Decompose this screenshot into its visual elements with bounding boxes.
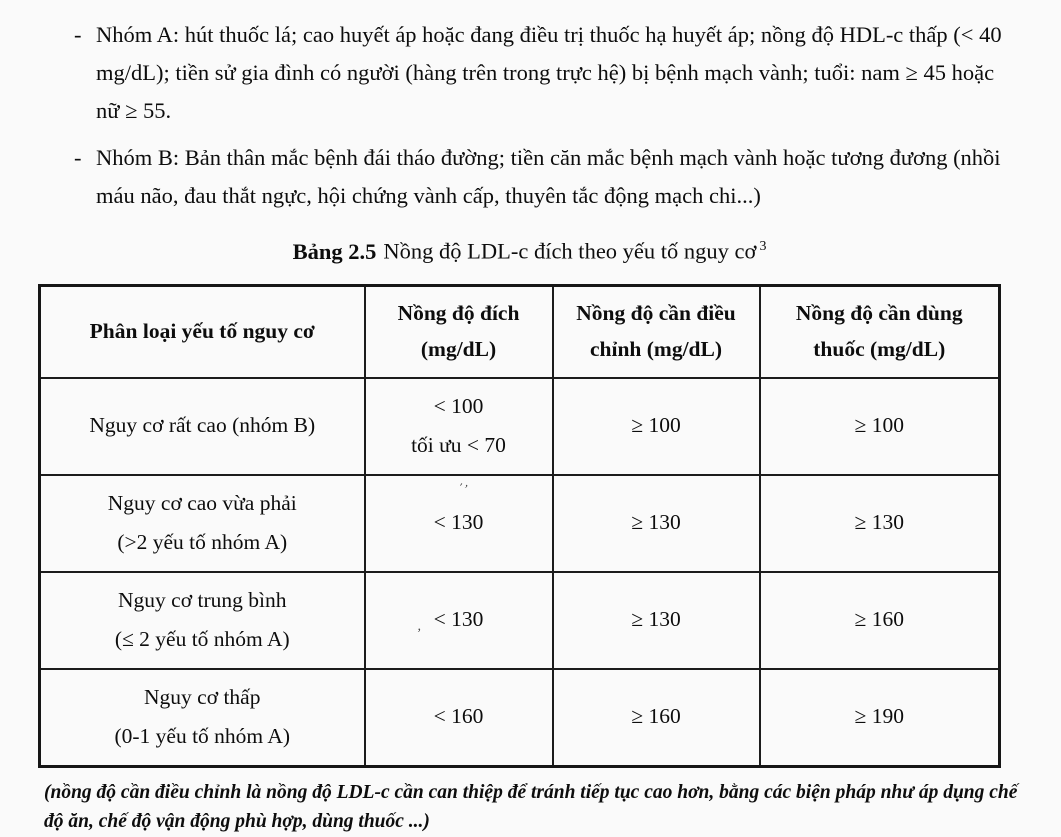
table-row (40, 669, 1000, 767)
cell-line: < 100 (433, 393, 484, 418)
cell-adjust (553, 378, 760, 475)
header-risk-classification: Phân loại yếu tố nguy cơ (40, 285, 365, 378)
cell-category (40, 378, 365, 475)
cell-drug (760, 378, 1000, 475)
bullet-text-nhom-a: Nhóm A: hút thuốc lá; cao huyết áp hoặc đang điều trị thuốc hạ huyết áp; nồng độ HDL-c thấp (< 40 mg/dL); tiền sử gia đình có người (hàng trên trong trực hệ) bị bệnh mạch vành; tuổi: nam ≥ 45 hoặc nữ ≥ 55. (96, 22, 1002, 123)
table-caption-label: Bảng 2.5 (292, 238, 377, 264)
ldl-target-table (38, 284, 1001, 768)
scan-artifact: , (417, 619, 423, 635)
cell-line: (0-1 yếu tố nhóm A) (114, 724, 291, 748)
bullet-text-nhom-b: Nhóm B: Bản thân mắc bệnh đái tháo đường; tiền căn mắc bệnh mạch vành hoặc tương đương (nhồi máu não, đau thắt ngực, hội chứng vành cấp, thuyên tắc động mạch chi...) (96, 145, 1001, 208)
table-caption (38, 232, 1021, 267)
header-target-level: Nồng độ đích (mg/dL) (365, 285, 553, 378)
table-caption-text: Nồng độ LDL-c đích theo yếu tố nguy cơ (383, 238, 757, 264)
cell-line: ≥ 130 (854, 510, 904, 535)
cell-line: Nguy cơ rất cao (nhóm B) (89, 413, 316, 438)
cell-line: tối ưu < 70 (411, 433, 506, 457)
bullet-item-nhom-a (74, 16, 1021, 130)
cell-adjust (553, 572, 760, 669)
cell-category (40, 475, 365, 572)
cell-line: ≥ 100 (631, 413, 681, 438)
table-caption-footnote-ref: 3 (759, 239, 767, 254)
cell-drug (760, 475, 1000, 572)
table-header-row (40, 285, 1000, 378)
cell-line: Nguy cơ thấp (144, 684, 261, 709)
cell-line: ≥ 130 (631, 607, 681, 632)
cell-line: < 130 (433, 510, 484, 535)
header-drug-level: Nồng độ cần dùng thuốc (mg/dL) (760, 285, 1000, 378)
cell-target (365, 572, 553, 669)
cell-line: (>2 yếu tố nhóm A) (117, 530, 288, 554)
cell-line: (≤ 2 yếu tố nhóm A) (114, 627, 290, 651)
cell-adjust (553, 475, 760, 572)
cell-line: ≥ 130 (631, 510, 681, 535)
cell-line: Nguy cơ cao vừa phải (107, 490, 297, 515)
cell-line: < 130 (433, 607, 484, 632)
cell-target (365, 378, 553, 475)
cell-adjust (553, 669, 760, 767)
cell-category (40, 669, 365, 767)
cell-target (365, 669, 553, 767)
table-row (40, 572, 1000, 669)
cell-drug (760, 572, 1000, 669)
scan-artifact: 'ʼ (455, 479, 471, 496)
cell-line: ≥ 100 (854, 413, 904, 438)
table-footnote: (nồng độ cần điều chỉnh là nồng độ LDL-c cần can thiệp để tránh tiếp tục cao hơn, bằng các biện pháp như áp dụng chế độ ăn, chế độ vận động phù hợp, dùng thuốc ...) (44, 781, 1018, 832)
cell-target (365, 475, 553, 572)
cell-line: ≥ 190 (854, 704, 904, 729)
table-row (40, 378, 1000, 475)
bullet-item-nhom-b (74, 139, 1021, 215)
bullet-list (38, 16, 1021, 215)
cell-drug (760, 669, 1000, 767)
cell-line: Nguy cơ trung bình (118, 587, 287, 612)
cell-category (40, 572, 365, 669)
cell-line: < 160 (433, 704, 484, 729)
bullet-marker: - (74, 22, 82, 47)
table-row (40, 475, 1000, 572)
bullet-marker: - (74, 145, 82, 170)
header-adjust-level: Nồng độ cần điều chỉnh (mg/dL) (553, 285, 760, 378)
cell-line: ≥ 160 (631, 704, 681, 729)
cell-line: ≥ 160 (854, 607, 904, 632)
